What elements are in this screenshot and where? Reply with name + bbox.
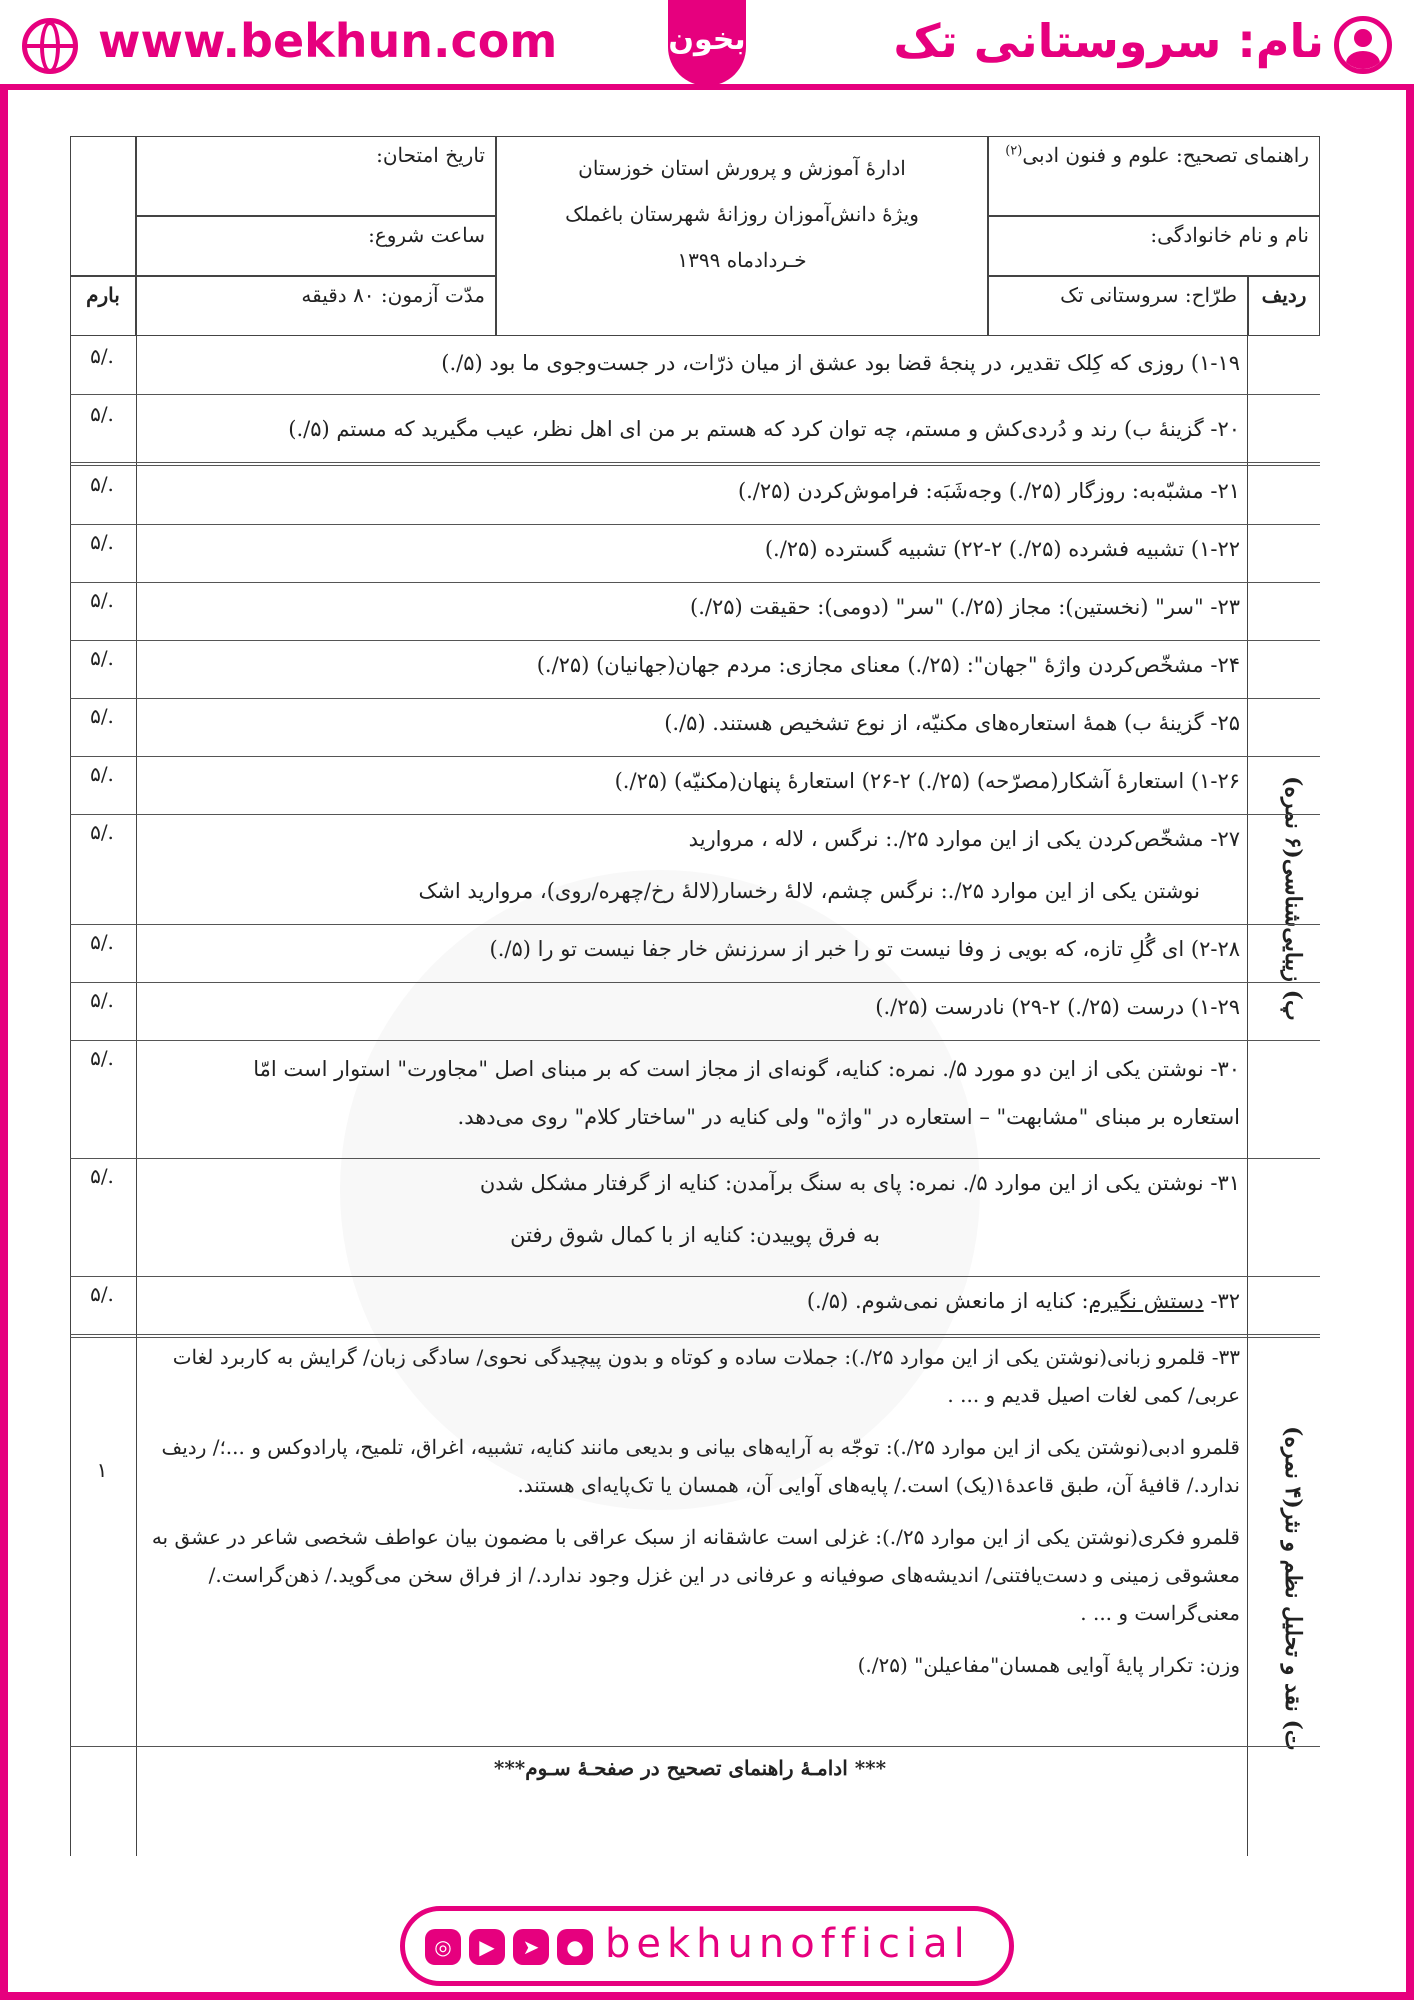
blank-cell: [70, 136, 136, 276]
question-row: ۵/. ۳۲- دستش نگیرم: کنایه از مانعش نمی‌شوم. (۵/.): [70, 1276, 1320, 1338]
globe-icon: [22, 18, 78, 74]
question-text: ۱-۲۲) تشبیه فشرده (۲۵/.) ۲-۲۲) تشبیه گسترده (۲۵/.): [764, 537, 1240, 561]
question-row: ۱ ۳۳- قلمرو زبانی(نوشتن یکی از این موارد ۲۵/.): جملات ساده و کوتاه و بدون پیچیدگی نحوی/ سادگی زبان/ گرایش به کاربرد لغات عربی/ کمی لغات اصیل قدیم و ... . قلمرو ادبی(نوشتن یکی از این موارد ۲۵/.): توجّه به آرایه‌های بیانی و بدیعی مانند کنایه، تشبیه، اغراق، تلمیح، پارادوکس و ...؛/ ردیف ندارد./ قافیهٔ آن، طبق قاعدهٔ۱(یک) است./ پایه‌های آوایی آن، همسان یا تک‌پایه‌ای هستند. قلمرو فکری(نوشتن یکی از این موارد ۲۵/.): غزلی است عاشقانه از سبک عراقی با مضمون بیان عواطف شخصی شاعر در عشق به معشوقی زمینی و دست‌یافتنی/ اندیشه‌های صوفیانه و عرفانی در این غزل وجود ندارد./ از فراق سخن می‌گوید./ ذهن‌گراست./ معنی‌گراست و ... . وزن: تکرار پایهٔ آوایی همسان"مفاعیلن" (۲۵/.): [70, 1338, 1320, 1747]
exam-title: راهنمای تصحیح: علوم و فنون ادبی: [1022, 143, 1309, 167]
top-bar: [0, 0, 1414, 90]
aparat-icon[interactable]: ●: [557, 1929, 593, 1965]
org-line-2: ویژهٔ دانش‌آموزان روزانهٔ شهرستان باغملک: [565, 202, 919, 226]
question-text: ۱-۲۶) استعارهٔ آشکار(مصرّحه) (۲۵/.) ۲-۲۶) استعارهٔ پنهان(مکنیّه) (۲۵/.): [614, 769, 1240, 793]
question-text: ۲۳- "سر" (نخستین): مجاز (۲۵/.) "سر" (دومی): حقیقت (۲۵/.): [690, 595, 1240, 619]
org-line-3: خـردادماه ۱۳۹۹: [677, 248, 807, 272]
question-text-line2: استعاره بر مبنای "مشابهت" – استعاره در "واژه" ولی کنایه در "ساختار کلام" روی می‌دهد.: [457, 1105, 1240, 1129]
barem-column-header: بارم: [70, 276, 136, 336]
duration-cell: [136, 276, 496, 336]
answer-key-document: [70, 136, 1320, 1856]
start-cell: [136, 216, 496, 276]
question-row: ۵/. ۲-۲۸) ای گُلِ تازه، که بویی ز وفا نیست تو را خبر از سرزنش خار جفا نیست تو را (۵/.): [70, 924, 1320, 983]
question-row: ۵/. ۱-۲۹) درست (۲۵/.) ۲-۲۹) نادرست (۲۵/.): [70, 982, 1320, 1041]
section-beauty: پ) زیبایی‌شناسی(۶ نمره): [1280, 776, 1306, 1021]
q33-language: ۳۳- قلمرو زبانی(نوشتن یکی از این موارد ۲۵/.): جملات ساده و کوتاه و بدون پیچیدگی نحوی/ سادگی زبان/ گرایش به کاربرد لغات عربی/ کمی لغات اصیل قدیم و ... .: [172, 1345, 1240, 1407]
continue-note: *** ادامـهٔ راهنمای تصحیح در صفحـهٔ سـوم***: [493, 1756, 887, 1780]
question-row: ۵/. ۲۰- گزینهٔ ب) رند و دُردی‌کش و مستم، چه توان کرد که هستم بر من ای اهل نظر، عیب مگیرید که مستم (۵/.): [70, 394, 1320, 466]
question-row: ۵/. ۲۱- مشبّه‌به: روزگار (۲۵/.) وجه‌شَبَه: فراموش‌کردن (۲۵/.): [70, 466, 1320, 525]
section-critique: ت) نقد و تحلیل نظم و نثر(۴ نمره): [1280, 1426, 1306, 1751]
question-row: ۵/. ۱-۲۲) تشبیه فشرده (۲۵/.) ۲-۲۲) تشبیه گسترده (۲۵/.): [70, 524, 1320, 583]
user-icon: [1334, 16, 1392, 74]
designer-cell: [988, 276, 1248, 336]
question-text-line2: به فرق پوییدن: کنایه از با کمال شوق رفتن: [510, 1223, 880, 1247]
question-text: ۲۰- گزینهٔ ب) رند و دُردی‌کش و مستم، چه توان کرد که هستم بر من ای اهل نظر، عیب مگیرید که مستم (۵/.): [288, 417, 1240, 441]
question-text: ۲-۲۸) ای گُلِ تازه، که بویی ز وفا نیست تو را خبر از سرزنش خار جفا نیست تو را (۵/.): [489, 937, 1240, 961]
underlined-phrase: دستش نگیرم: [1088, 1289, 1204, 1313]
question-text: ۲۴- مشخّص‌کردن واژهٔ "جهان": (۲۵/.) معنای مجازی: مردم جهان(جهانیان) (۲۵/.): [536, 653, 1240, 677]
social-handle[interactable]: bekhunofficial: [605, 1921, 971, 1967]
question-row: ۵/. ۲۷- مشخّص‌کردن یکی از این موارد ۲۵/.: نرگس ، لاله ، مروارید نوشتن یکی از این موارد ۲۵/.: نرگس چشم، لالهٔ رخسار(لالهٔ رخ/چهره/روی)، مروارید اشک: [70, 814, 1320, 925]
question-text: ۱-۱۹) روزی که کِلک تقدیر، در پنجهٔ قضا بود عشق از میان ذرّات، در جست‌وجوی ما بود (۵/.): [441, 351, 1240, 375]
q33-literary: قلمرو ادبی(نوشتن یکی از این موارد ۲۵/.): توجّه به آرایه‌های بیانی و بدیعی مانند کنایه، تشبیه، اغراق، تلمیح، پارادوکس و ...؛/ ردیف ندارد./ قافیهٔ آن، طبق قاعدهٔ۱(یک) است./ پایه‌های آوایی آن، همسان یا تک‌پایه‌ای هستند.: [161, 1435, 1240, 1497]
question-row: ۵/. ۱-۱۹) روزی که کِلک تقدیر، در پنجهٔ قضا بود عشق از میان ذرّات، در جست‌وجوی ما بود (۵/.): [70, 336, 1320, 395]
brand-logo: بخون: [668, 0, 746, 86]
question-33: [142, 1338, 1240, 1684]
question-text: ۲۱- مشبّه‌به: روزگار (۲۵/.) وجه‌شَبَه: فراموش‌کردن (۲۵/.): [737, 479, 1240, 503]
question-text: ۲۵- گزینهٔ ب) همهٔ استعاره‌های مکنیّه، از نوع تشخیص هستند. (۵/.): [664, 711, 1240, 735]
q33-thought: قلمرو فکری(نوشتن یکی از این موارد ۲۵/.): غزلی است عاشقانه از سبک عراقی با مضمون بیان عواطف شخصی شاعر در عشق به معشوقی زمینی و دست‌یافتنی/ اندیشه‌های صوفیانه و عرفانی در این غزل وجود ندارد./ از فراق سخن می‌گوید./ ذهن‌گراست./ معنی‌گراست و ... .: [151, 1525, 1240, 1625]
designer: طرّاح: سروستانی تک: [1060, 283, 1237, 307]
footer-social-bar: [400, 1906, 1014, 1986]
family-label: نام و نام خانوادگی:: [1150, 223, 1309, 247]
date-cell: [136, 136, 496, 216]
question-row: ۵/. ۳۰- نوشتن یکی از این دو مورد ۵/. نمره: کنایه، گونه‌ای از مجاز است که بر مبنای اصل "مجاورت" استوار است امّا استعاره بر مبنای "مشابهت" – استعاره در "واژه" ولی کنایه در "ساختار کلام" روی می‌دهد.: [70, 1040, 1320, 1159]
duration-label: مدّت آزمون: ۸۰ دقیقه: [301, 283, 485, 307]
question-text: ۳۲- دستش نگیرم: کنایه از مانعش نمی‌شوم. (۵/.): [806, 1289, 1240, 1313]
site-url[interactable]: www.bekhun.com: [98, 14, 558, 68]
question-row: ۵/. ۲۳- "سر" (نخستین): مجاز (۲۵/.) "سر" (دومی): حقیقت (۲۵/.): [70, 582, 1320, 641]
youtube-icon[interactable]: ▶: [469, 1929, 505, 1965]
title-cell: [988, 136, 1320, 216]
family-cell: [988, 216, 1320, 276]
question-row: ۵/. ۳۱- نوشتن یکی از این موارد ۵/. نمره: پای به سنگ برآمدن: کنایه از گرفتار مشکل شدن به فرق پوییدن: کنایه از با کمال شوق رفتن: [70, 1158, 1320, 1277]
question-row: ۵/. ۲۵- گزینهٔ ب) همهٔ استعاره‌های مکنیّه، از نوع تشخیص هستند. (۵/.): [70, 698, 1320, 757]
question-text: ۳۱- نوشتن یکی از این موارد ۵/. نمره: پای به سنگ برآمدن: کنایه از گرفتار مشکل شدن: [479, 1171, 1240, 1195]
q33-meter: وزن: تکرار پایهٔ آوایی همسان"مفاعیلن" (۲۵/.): [857, 1653, 1240, 1677]
telegram-icon[interactable]: ➤: [513, 1929, 549, 1965]
author-name: نام: سروستانی تک: [893, 14, 1324, 68]
continue-row: [70, 1746, 1320, 1806]
question-text-line2: نوشتن یکی از این موارد ۲۵/.: نرگس چشم، لالهٔ رخسار(لالهٔ رخ/چهره/روی)، مروارید اشک: [418, 879, 1200, 903]
question-text: ۳۰- نوشتن یکی از این دو مورد ۵/. نمره: کنایه، گونه‌ای از مجاز است که بر مبنای اصل "مجاورت" استوار است امّا: [253, 1057, 1240, 1081]
instagram-icon[interactable]: ◎: [425, 1929, 461, 1965]
org-line-1: ادارهٔ آموزش و پرورش استان خوزستان: [578, 156, 906, 180]
date-label: تاریخ امتحان:: [376, 143, 485, 167]
exam-title-sup: (۲): [1005, 143, 1023, 159]
start-label: ساعت شروع:: [368, 223, 485, 247]
question-row: ۵/. ۱-۲۶) استعارهٔ آشکار(مصرّحه) (۲۵/.) ۲-۲۶) استعارهٔ پنهان(مکنیّه) (۲۵/.): [70, 756, 1320, 815]
organization-cell: [496, 136, 988, 336]
question-row: ۵/. ۲۴- مشخّص‌کردن واژهٔ "جهان": (۲۵/.) معنای مجازی: مردم جهان(جهانیان) (۲۵/.): [70, 640, 1320, 699]
row-column-header: ردیف: [1248, 276, 1320, 336]
question-text: ۲۷- مشخّص‌کردن یکی از این موارد ۲۵/.: نرگس ، لاله ، مروارید: [688, 827, 1240, 851]
question-text: ۱-۲۹) درست (۲۵/.) ۲-۲۹) نادرست (۲۵/.): [875, 995, 1240, 1019]
